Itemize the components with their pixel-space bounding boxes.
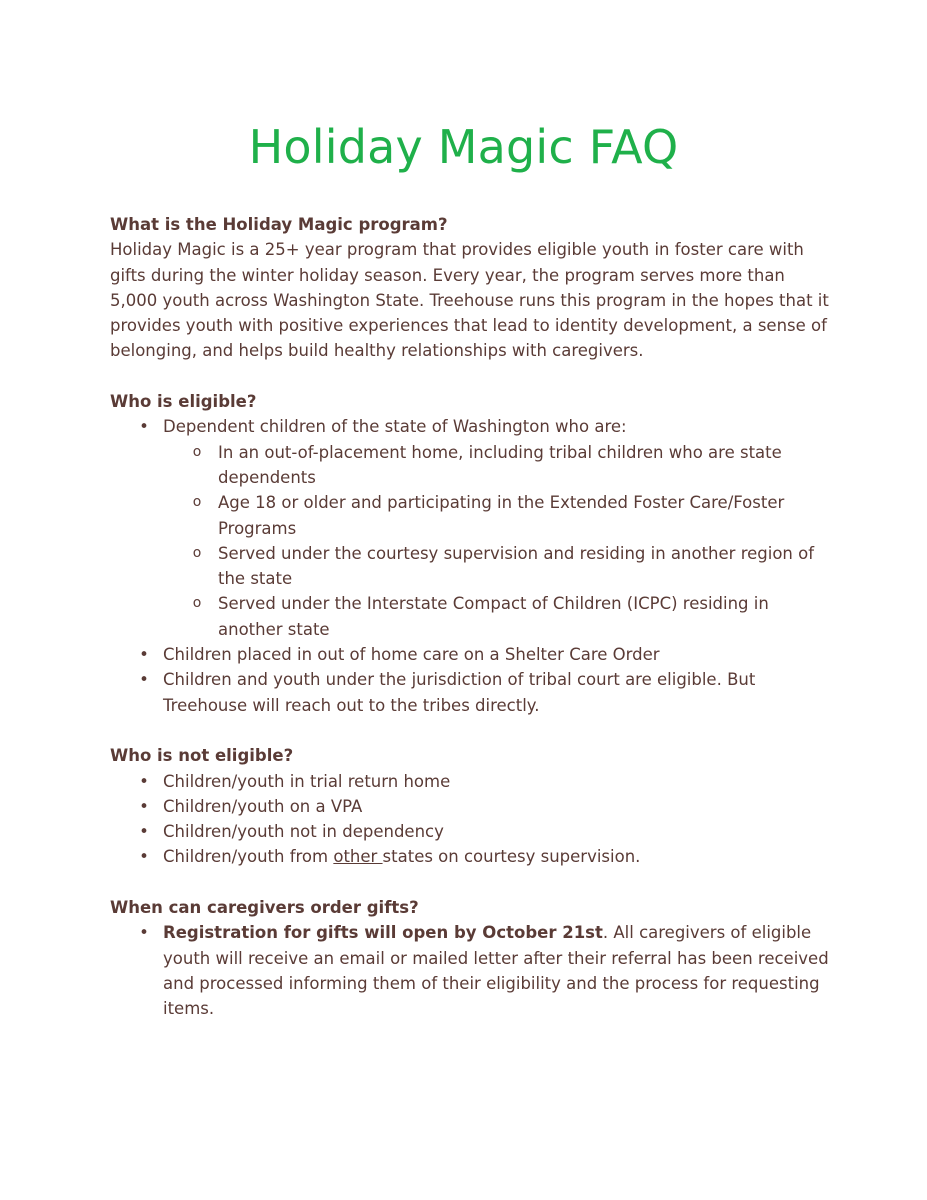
- list-item: [110, 844, 830, 869]
- faq-content: [110, 212, 830, 1022]
- eligible-list: [110, 414, 830, 439]
- sub-list-item-text: Served under the Interstate Compact of Children (ICPC) residing in another state: [218, 594, 769, 639]
- faq-question: Who is eligible?: [110, 392, 257, 412]
- faq-section-program: [110, 212, 830, 364]
- sub-list-item-text: Age 18 or older and participating in the Extended Foster Care/Foster Programs: [218, 493, 785, 538]
- bullet-icon: •: [139, 771, 149, 791]
- list-item: [110, 769, 830, 794]
- circle-bullet-icon: o: [192, 595, 202, 612]
- not-eligible-list: [110, 769, 830, 870]
- bullet-icon: •: [139, 645, 149, 665]
- list-item-text: Children/youth on a VPA: [163, 796, 363, 816]
- list-item: [110, 819, 830, 844]
- list-item-text: Children and youth under the jurisdiction of tribal court are eligible. But Treehouse will reach out to the tribes directly.: [163, 670, 756, 715]
- eligible-sublist: [110, 440, 830, 642]
- sub-list-item-text: In an out-of-placement home, including tribal children who are state dependents: [218, 442, 782, 487]
- eligible-list-continued: [110, 642, 830, 718]
- sub-list-item-text: Served under the courtesy supervision and residing in another region of the state: [218, 543, 815, 589]
- sub-list-item: [110, 541, 830, 592]
- list-item: [110, 414, 830, 439]
- bullet-icon: •: [139, 796, 149, 816]
- bullet-icon: •: [139, 417, 149, 437]
- list-item-text-after: states on courtesy supervision.: [382, 847, 641, 867]
- faq-section-order: [110, 895, 830, 1021]
- list-item-text: Dependent children of the state of Washington who are:: [163, 417, 627, 437]
- circle-bullet-icon: o: [192, 494, 202, 511]
- faq-section-not-eligible: [110, 743, 830, 869]
- list-item: [110, 667, 830, 718]
- bullet-icon: •: [139, 670, 149, 690]
- list-item-text: . All caregivers of eligible youth will receive an email or mailed letter after their referral has been received and processed informing them of their eligibility and the process for requesting items.: [163, 923, 829, 1019]
- list-item: [110, 920, 830, 1021]
- list-item-text-before: Children/youth from: [163, 847, 334, 867]
- list-item-text: Children placed in out of home care on a Shelter Care Order: [163, 645, 660, 665]
- bullet-icon: •: [139, 822, 149, 842]
- bullet-icon: •: [139, 847, 149, 867]
- list-item-text: Children/youth not in dependency: [163, 822, 444, 842]
- page-title: Holiday Magic FAQ: [248, 120, 679, 174]
- faq-question: Who is not eligible?: [110, 746, 294, 766]
- faq-answer: Holiday Magic is a 25+ year program that provides eligible youth in foster care with gifts during the winter holiday season. Every year, the program serves more than 5,000 youth across Washington State. Treehouse runs this program in the hopes that it provides youth with positive experiences that lead to identity development, a sense of belonging, and helps build healthy relationships with caregivers.: [110, 240, 829, 361]
- bullet-icon: •: [139, 923, 149, 943]
- circle-bullet-icon: o: [192, 443, 202, 460]
- circle-bullet-icon: o: [192, 544, 202, 561]
- sub-list-item: [110, 440, 830, 491]
- faq-section-eligible: [110, 389, 830, 718]
- list-item: [110, 642, 830, 667]
- faq-question: What is the Holiday Magic program?: [110, 215, 448, 234]
- underlined-text: other: [333, 847, 383, 867]
- list-item: [110, 794, 830, 819]
- order-list: [110, 920, 830, 1021]
- faq-question: When can caregivers order gifts?: [110, 898, 419, 918]
- sub-list-item: [110, 490, 830, 541]
- sub-list-item: [110, 591, 830, 642]
- list-item-text: Children/youth in trial return home: [163, 771, 451, 791]
- registration-date-text: Registration for gifts will open by October 21st: [163, 923, 603, 943]
